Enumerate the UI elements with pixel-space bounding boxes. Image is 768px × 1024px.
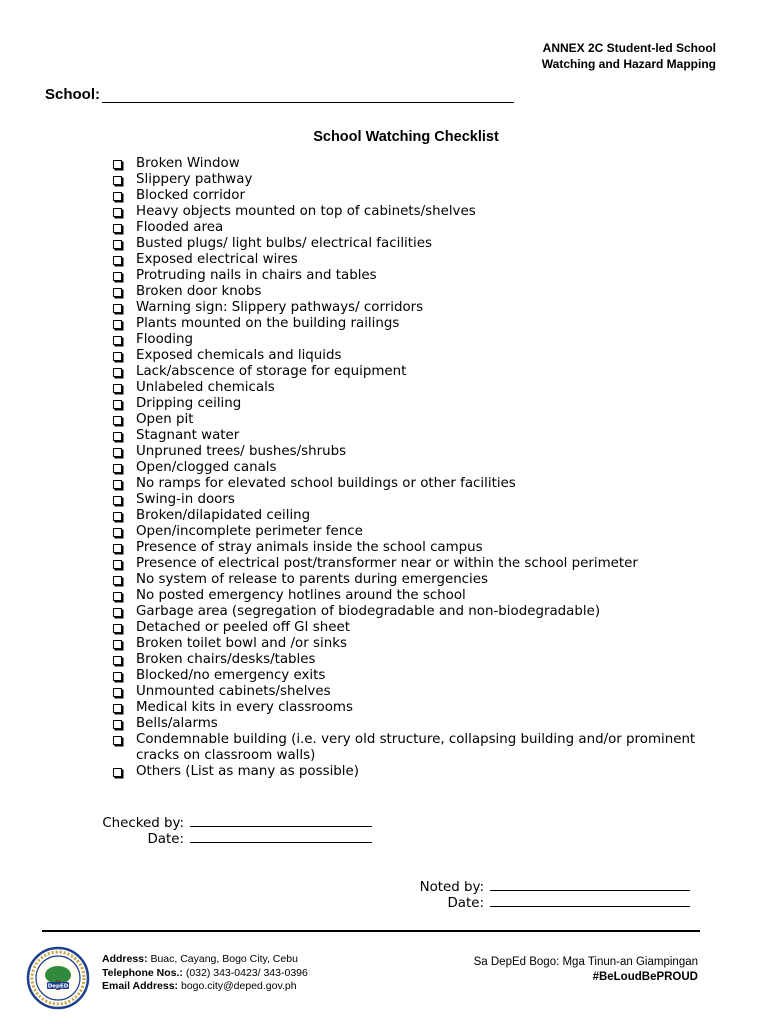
checklist-item-label: Warning sign: Slippery pathways/ corridors — [136, 300, 424, 315]
checkbox-icon[interactable] — [113, 544, 122, 553]
checklist-item — [110, 316, 730, 332]
checkbox-icon[interactable] — [113, 720, 122, 729]
contact-block — [102, 953, 308, 994]
noted-date-blank[interactable] — [490, 894, 690, 907]
checklist-item — [110, 700, 730, 716]
checkbox-icon[interactable] — [113, 624, 122, 633]
checklist-item — [110, 428, 730, 444]
checklist-item-label: Exposed chemicals and liquids — [136, 348, 342, 363]
checkbox-icon[interactable] — [113, 304, 122, 313]
checklist-item-label: Medical kits in every classrooms — [136, 700, 353, 715]
checkbox-icon[interactable] — [113, 176, 122, 185]
checkbox-icon[interactable] — [113, 432, 122, 441]
checklist-item-label: Others (List as many as possible) — [136, 764, 359, 779]
checklist-item — [110, 156, 730, 172]
checkbox-icon[interactable] — [113, 352, 122, 361]
checkbox-icon[interactable] — [113, 528, 122, 537]
checklist-item-label: Unmounted cabinets/shelves — [136, 684, 331, 699]
checkbox-icon[interactable] — [113, 336, 122, 345]
noted-date-row — [400, 894, 690, 912]
checklist-item — [110, 652, 730, 668]
checkbox-icon[interactable] — [113, 592, 122, 601]
checkbox-icon[interactable] — [113, 656, 122, 665]
checkbox-icon[interactable] — [113, 208, 122, 217]
checklist-item — [110, 556, 730, 572]
checklist-item-label: Blocked/no emergency exits — [136, 668, 326, 683]
checklist-item — [110, 636, 730, 652]
checklist-item — [110, 300, 730, 316]
footer-tagline-block — [474, 955, 698, 985]
checklist-item-label: Blocked corridor — [136, 188, 245, 203]
checkbox-icon[interactable] — [113, 224, 122, 233]
checklist-item — [110, 716, 730, 732]
checklist-item — [110, 524, 730, 540]
checklist-item — [110, 540, 730, 556]
checklist-item — [110, 332, 730, 348]
email-value[interactable]: bogo.city@deped.gov.ph — [180, 980, 297, 992]
footer-tagline: Sa DepEd Bogo: Mga Tinun-an Giampingan — [473, 956, 698, 968]
footer-divider — [42, 930, 700, 932]
checklist-item — [110, 220, 730, 236]
checked-by-label: Checked by: — [102, 816, 184, 831]
checklist-item-label: Garbage area (segregation of biodegradable and non-biodegradable) — [136, 604, 601, 619]
checklist-item-label: Presence of electrical post/transformer near or within the school perimeter — [136, 556, 638, 571]
checklist-item-label: Broken toilet bowl and /or sinks — [136, 636, 347, 651]
checklist-item — [110, 396, 730, 412]
noted-by-label: Noted by: — [419, 880, 484, 895]
telephone-label: Telephone Nos.: — [102, 966, 183, 979]
checkbox-icon[interactable] — [113, 704, 122, 713]
checklist-item — [110, 236, 730, 252]
checklist-item-label: Swing-in doors — [136, 492, 235, 507]
checkbox-icon[interactable] — [113, 448, 122, 457]
checkbox-icon[interactable] — [113, 640, 122, 649]
checkbox-icon[interactable] — [113, 256, 122, 265]
checklist-item — [110, 764, 730, 780]
checklist-item-label: Flooded area — [136, 220, 224, 235]
checklist-item — [110, 412, 730, 428]
checklist-item — [110, 604, 730, 620]
checkbox-icon[interactable] — [113, 272, 122, 281]
checkbox-icon[interactable] — [113, 384, 122, 393]
deped-seal-logo — [26, 946, 90, 1010]
email-label: Email Address: — [102, 980, 179, 992]
checklist-item-label: Heavy objects mounted on top of cabinets/shelves — [136, 204, 476, 219]
checklist-item-label: Exposed electrical wires — [136, 252, 298, 267]
checklist-item — [110, 284, 730, 300]
checklist-item-label: Bells/alarms — [136, 716, 218, 731]
checklist-item-label: Presence of stray animals inside the school campus — [136, 540, 483, 555]
checklist-item-label: No posted emergency hotlines around the school — [136, 588, 466, 603]
checkbox-icon[interactable] — [113, 464, 122, 473]
checklist-item-label: Open/clogged canals — [136, 460, 277, 475]
address-line — [102, 953, 308, 967]
checkbox-icon[interactable] — [113, 400, 122, 409]
checklist-item-label: Plants mounted on the building railings — [136, 316, 400, 331]
checklist-item-label: Condemnable building (i.e. very old structure, collapsing building and/or prominent cracks on classroom walls) — [136, 732, 696, 763]
checklist-item — [110, 444, 730, 460]
checkbox-icon[interactable] — [113, 480, 122, 489]
checklist-item — [110, 684, 730, 700]
checklist-item-label: Protruding nails in chairs and tables — [136, 268, 377, 283]
checklist-item — [110, 620, 730, 636]
checkbox-icon[interactable] — [113, 368, 122, 377]
email-line — [102, 980, 308, 994]
checklist-item — [110, 188, 730, 204]
checkbox-icon[interactable] — [113, 576, 122, 585]
checkbox-icon[interactable] — [113, 688, 122, 697]
checklist-item-label: Dripping ceiling — [136, 396, 242, 411]
noted-by-blank[interactable] — [490, 878, 690, 891]
page-title: School Watching Checklist — [313, 129, 499, 145]
checked-date-blank[interactable] — [190, 830, 372, 843]
checkbox-icon[interactable] — [113, 560, 122, 569]
telephone-value: (032) 343-0423/ 343-0396 — [185, 966, 308, 979]
checkbox-icon[interactable] — [113, 768, 122, 777]
checklist-item-label: Lack/abscence of storage for equipment — [136, 364, 407, 379]
checked-date-row — [90, 830, 372, 848]
school-label: School: — [45, 86, 100, 103]
checklist-item — [110, 268, 730, 284]
school-field — [45, 86, 514, 103]
checklist-item-label: No system of release to parents during emergencies — [136, 572, 488, 587]
checklist-item — [110, 204, 730, 220]
checkbox-icon[interactable] — [113, 192, 122, 201]
checklist-item-label: Unlabeled chemicals — [136, 380, 275, 395]
checklist-item — [110, 460, 730, 476]
checklist-item-label: Open pit — [136, 412, 194, 427]
checklist-item-label: No ramps for elevated school buildings or other facilities — [136, 476, 516, 491]
checklist-item-label: Flooding — [136, 332, 194, 347]
checkbox-icon[interactable] — [113, 160, 122, 169]
checklist-item-label: Detached or peeled off GI sheet — [136, 620, 350, 635]
checklist-item — [110, 668, 730, 684]
checklist-item-label: Stagnant water — [136, 428, 240, 443]
checklist-item — [110, 476, 730, 492]
checklist-item — [110, 364, 730, 380]
checked-date-label: Date: — [147, 832, 184, 847]
seal-text: DepED — [47, 983, 69, 990]
annex-line-2: Watching and Hazard Mapping — [541, 57, 716, 71]
checkbox-icon[interactable] — [113, 416, 122, 425]
telephone-line — [102, 967, 308, 981]
noted-date-label: Date: — [447, 896, 484, 911]
checklist-item-label: Open/incomplete perimeter fence — [136, 524, 363, 539]
checklist-item — [110, 348, 730, 364]
checkbox-icon[interactable] — [113, 736, 122, 745]
annex-line-1: ANNEX 2C Student-led School — [542, 41, 716, 55]
checklist-item — [110, 588, 730, 604]
annex-heading — [456, 40, 716, 72]
address-label: Address: — [102, 953, 148, 965]
checklist-item-label: Broken/dilapidated ceiling — [136, 508, 311, 523]
checklist-item — [110, 172, 730, 188]
checklist-item — [110, 572, 730, 588]
address-value: Buac, Cayang, Bogo City, Cebu — [150, 953, 298, 965]
hazard-checklist — [110, 156, 730, 780]
checklist-item — [110, 380, 730, 396]
checklist-item — [110, 508, 730, 524]
checklist-item-label: Broken chairs/desks/tables — [136, 652, 316, 667]
checklist-item-label: Broken Window — [136, 156, 240, 171]
checkbox-icon[interactable] — [113, 320, 122, 329]
footer-hashtag: #BeLoudBePROUD — [592, 971, 698, 983]
checkbox-icon[interactable] — [113, 608, 122, 617]
checkbox-icon[interactable] — [113, 240, 122, 249]
checkbox-icon[interactable] — [113, 672, 122, 681]
checkbox-icon[interactable] — [113, 512, 122, 521]
checklist-item-label: Unpruned trees/ bushes/shrubs — [136, 444, 347, 459]
checklist-item-label: Slippery pathway — [136, 172, 253, 187]
school-blank-line[interactable] — [102, 88, 514, 103]
checklist-item — [110, 492, 730, 508]
checked-by-blank[interactable] — [190, 814, 372, 827]
checklist-item — [110, 732, 730, 764]
checkbox-icon[interactable] — [113, 496, 122, 505]
checkbox-icon[interactable] — [113, 288, 122, 297]
checklist-item — [110, 252, 730, 268]
checklist-item-label: Busted plugs/ light bulbs/ electrical facilities — [136, 236, 432, 251]
checklist-item-label: Broken door knobs — [136, 284, 262, 299]
